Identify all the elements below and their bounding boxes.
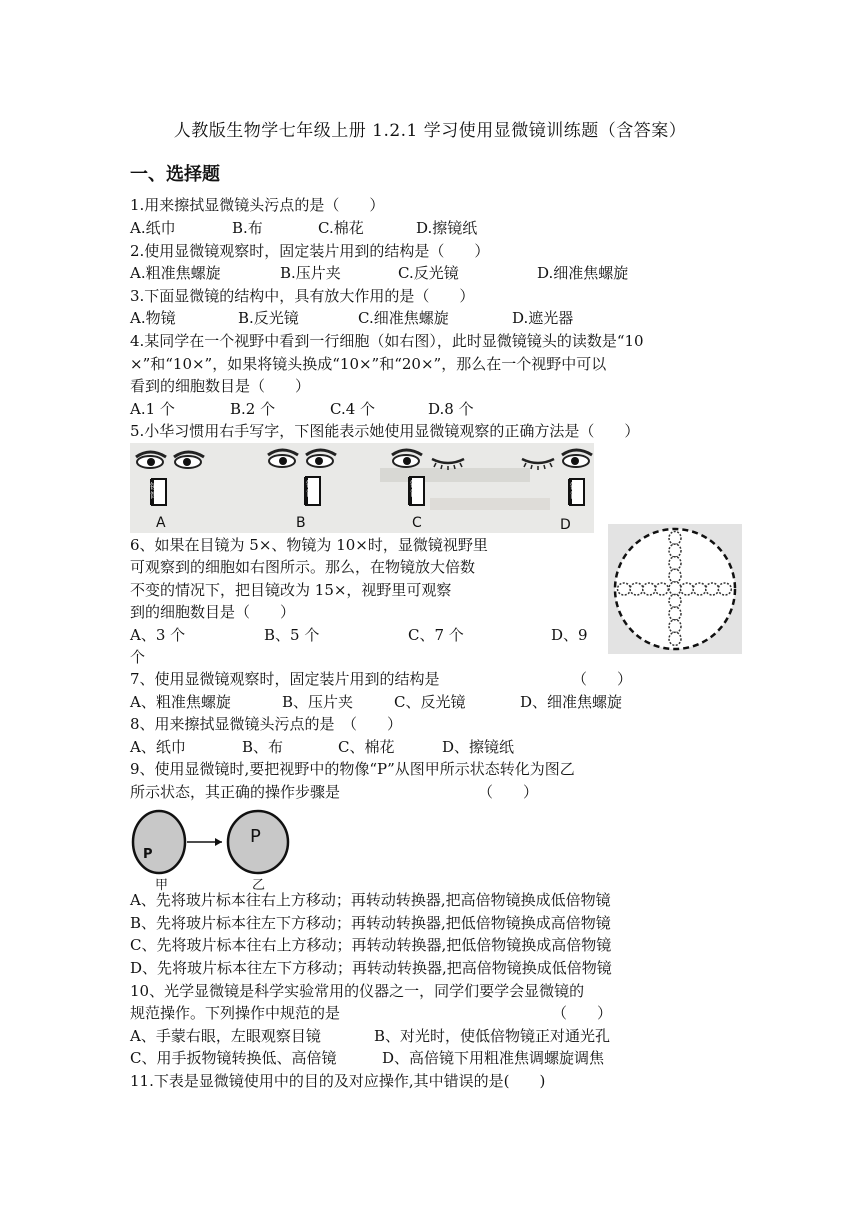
q2-stem: 2.使用显微镜观察时，固定装片用到的结构是（ ） xyxy=(130,242,490,260)
figure-d-eyes xyxy=(522,450,592,470)
q4-option-d: D.8 个 xyxy=(428,400,474,418)
figure-label-d: D xyxy=(560,517,571,533)
q2-option-d: D.细准焦螺旋 xyxy=(537,264,629,282)
q2-option-c: C.反光镜 xyxy=(398,264,459,282)
tube-label-b: 镜筒 xyxy=(306,480,314,498)
q9-option-c: C、先将玻片标本往右上方移动；再转动转换器,把低倍物镜换成高倍物镜 xyxy=(130,936,612,954)
q10-option-a: A、手蒙右眼，左眼观察目镜 xyxy=(130,1027,321,1045)
q8-stem: 8、用来擦拭显微镜头污点的是 （ ） xyxy=(130,715,403,733)
q8-option-b: B、布 xyxy=(242,738,284,756)
q8-option-a: A、纸巾 xyxy=(130,738,186,756)
q7-option-a: A、粗准焦螺旋 xyxy=(130,693,231,711)
cell-field-figure xyxy=(608,524,742,654)
q6-option-a: A、3 个 xyxy=(130,626,186,644)
tube-label-a: 镜筒 xyxy=(150,482,158,500)
q3-option-b: B.反光镜 xyxy=(238,309,299,327)
q3-stem: 3.下面显微镜的结构中，具有放大作用的是（ ） xyxy=(130,287,475,305)
vertical-cell xyxy=(669,569,681,582)
label-yi: 乙 xyxy=(252,878,266,893)
figure-label-a: A xyxy=(156,515,166,531)
q9-option-a: A、先将玻片标本往右上方移动；再转动转换器,把高倍物镜换成低倍物镜 xyxy=(130,891,611,909)
q10-option-b: B、对光时，使低倍物镜正对通光孔 xyxy=(374,1027,611,1045)
q9-answer-blank: （ ） xyxy=(478,783,539,801)
q7-option-c: C、反光镜 xyxy=(394,693,466,711)
q9-line-2: 所示状态，其正确的操作步骤是 xyxy=(130,783,341,801)
figure-c-eyes xyxy=(392,450,464,470)
q9-option-b: B、先将玻片标本往左下方移动；再转动转换器,把低倍物镜换成高倍物镜 xyxy=(130,914,611,932)
q5-stem: 5.小华习惯用右手写字，下图能表示她使用显微镜观察的正确方法是（ ） xyxy=(130,422,640,440)
q10-option-c: C、用手扳物镜转换低、高倍镜 xyxy=(130,1049,337,1067)
q3-option-a: A.物镜 xyxy=(130,309,176,327)
vertical-cell xyxy=(669,620,681,633)
horizontal-cell xyxy=(706,583,719,595)
page-title: 人教版生物学七年级上册 1.2.1 学习使用显微镜训练题（含答案） xyxy=(173,121,687,141)
q1-option-c: C.棉花 xyxy=(318,219,364,237)
q10-answer-blank: （ ） xyxy=(552,1004,613,1022)
q4-line-2: ×”和“10×”，如果将镜头换成“10×”和“20×”，那么在一个视野中可以 xyxy=(130,355,607,373)
horizontal-cell xyxy=(618,583,631,595)
q1-option-d: D.擦镜纸 xyxy=(416,219,478,237)
horizontal-cell xyxy=(718,583,731,595)
q9-option-d: D、先将玻片标本往左下方移动；再转动转换器,把高倍物镜换成低倍物镜 xyxy=(130,959,612,977)
p-letter-jia: P xyxy=(143,847,153,862)
q9-line-1: 9、使用显微镜时,要把视野中的物像“P”从图甲所示状态转化为图乙 xyxy=(130,760,575,778)
q6-option-d: D、9 xyxy=(551,626,588,644)
q6-line-2: 可观察到的细胞如右图所示。那么，在物镜放大倍数 xyxy=(130,558,476,576)
q2-option-b: B.压片夹 xyxy=(280,264,341,282)
section-heading: 一、选择题 xyxy=(130,164,220,185)
q10-line-2: 规范操作。下列操作中规范的是 xyxy=(130,1004,341,1022)
vertical-cell xyxy=(669,544,681,557)
q6-option-b: B、5 个 xyxy=(264,626,320,644)
q6-line-1: 6、如果在目镜为 5×、物镜为 10×时，显微镜视野里 xyxy=(130,536,488,554)
q7-option-b: B、压片夹 xyxy=(282,693,354,711)
q10-line-1: 10、光学显微镜是科学实验常用的仪器之一，同学们要学会显微镜的 xyxy=(130,982,585,1000)
q1-option-a: A.纸巾 xyxy=(130,219,176,237)
eye-position-figure xyxy=(130,443,594,533)
vertical-cell xyxy=(669,595,681,608)
q4-line-1: 4.某同学在一个视野中看到一行细胞（如右图），此时显微镜镜头的读数是“10 xyxy=(130,332,644,350)
vertical-cell xyxy=(669,632,681,645)
figure-label-c: C xyxy=(412,515,422,531)
q8-option-d: D、擦镜纸 xyxy=(442,738,515,756)
q7-stem: 7、使用显微镜观察时，固定装片用到的结构是 xyxy=(130,670,440,688)
q3-option-c: C.细准焦螺旋 xyxy=(358,309,449,327)
horizontal-cell xyxy=(693,583,706,595)
q1-option-b: B.布 xyxy=(232,219,263,237)
vertical-cell xyxy=(669,532,681,545)
q7-answer-blank: （ ） xyxy=(572,670,633,688)
q6-option-c: C、7 个 xyxy=(408,626,464,644)
vertical-cell xyxy=(669,607,681,620)
q2-option-a: A.粗准焦螺旋 xyxy=(130,264,221,282)
figure-b-eyes xyxy=(268,450,336,467)
q4-line-3: 看到的细胞数目是（ ） xyxy=(130,377,311,395)
vertical-cell xyxy=(669,582,681,595)
horizontal-cell xyxy=(630,583,643,595)
p-letter-yi: P xyxy=(250,826,261,847)
figure-label-b: B xyxy=(296,515,306,531)
tube-label-d: 镜筒 xyxy=(570,482,578,500)
label-jia: 甲 xyxy=(155,878,169,893)
q6-line-3: 不变的情况下，把目镜改为 15×，视野里可观察 xyxy=(130,581,452,599)
horizontal-cell xyxy=(681,583,694,595)
q11-stem: 11.下表是显微镜使用中的目的及对应操作,其中错误的是( ) xyxy=(130,1072,546,1090)
q4-option-c: C.4 个 xyxy=(330,400,376,418)
q4-option-a: A.1 个 xyxy=(130,400,175,418)
tube-label-c: 镜筒 xyxy=(410,480,418,498)
q8-option-c: C、棉花 xyxy=(338,738,395,756)
q6-option-d-cont: 个 xyxy=(130,648,146,666)
figure-a-eyes xyxy=(136,452,204,468)
q4-option-b: B.2 个 xyxy=(230,400,276,418)
q3-option-d: D.遮光器 xyxy=(512,309,574,327)
vertical-cell xyxy=(669,557,681,570)
horizontal-cell xyxy=(655,583,668,595)
q6-line-4: 到的细胞数目是（ ） xyxy=(130,603,296,621)
q10-option-d: D、高倍镜下用粗准焦调螺旋调焦 xyxy=(382,1049,605,1067)
q7-option-d: D、细准焦螺旋 xyxy=(520,693,623,711)
horizontal-cell xyxy=(643,583,656,595)
q1-stem: 1.用来擦拭显微镜头污点的是（ ） xyxy=(130,196,385,214)
